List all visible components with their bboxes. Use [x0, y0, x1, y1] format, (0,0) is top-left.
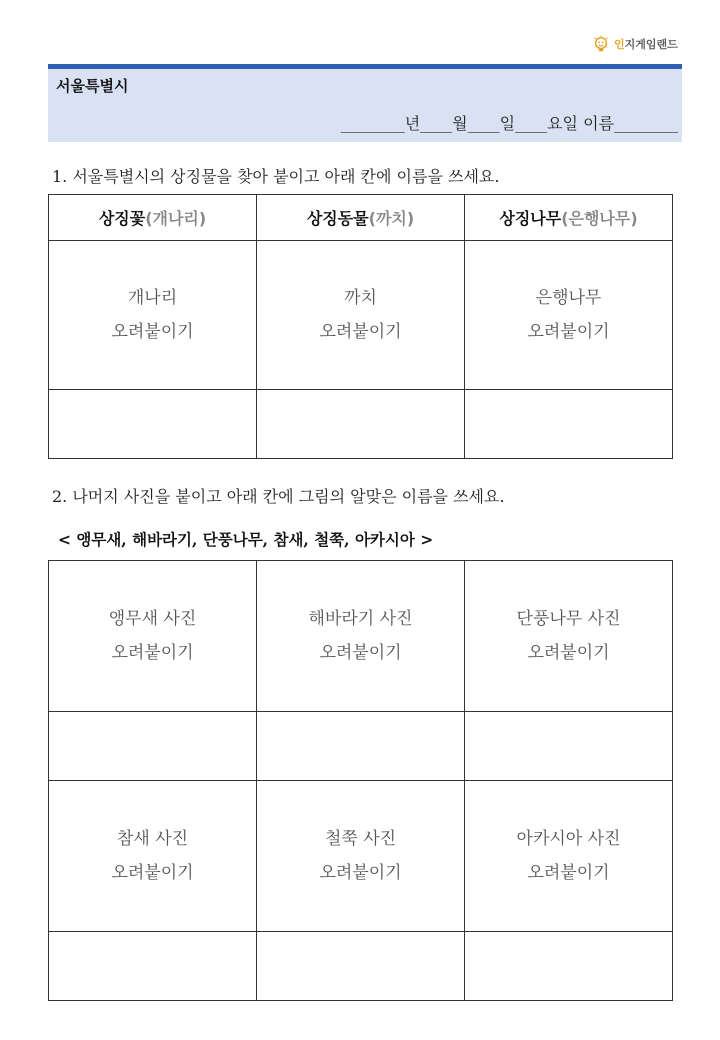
- worksheet-title: 서울특별시: [56, 77, 129, 95]
- worksheet-header: [48, 64, 682, 142]
- photo-box[interactable]: 은행나무 오려붙이기: [465, 241, 673, 390]
- photo-box[interactable]: 개나리 오려붙이기: [49, 241, 257, 390]
- photo-box[interactable]: 아카시아 사진 오려붙이기: [465, 781, 673, 932]
- answer-box[interactable]: [257, 390, 465, 459]
- symbol-table: [48, 194, 673, 459]
- photo-box[interactable]: 참새 사진 오려붙이기: [49, 781, 257, 932]
- photo-box[interactable]: 까치 오려붙이기: [257, 241, 465, 390]
- answer-box[interactable]: [257, 712, 465, 781]
- answer-box[interactable]: [49, 712, 257, 781]
- answer-box[interactable]: [49, 390, 257, 459]
- header-symbol-animal: 상징동물(까치): [257, 195, 465, 241]
- word-list: < 앵무새, 해바라기, 단풍나무, 참새, 철쭉, 아카시아 >: [58, 530, 434, 549]
- lightbulb-icon: [592, 35, 610, 53]
- answer-box[interactable]: [49, 932, 257, 1001]
- header-symbol-flower: 상징꽃(개나리): [49, 195, 257, 241]
- answer-box[interactable]: [465, 390, 673, 459]
- photo-box[interactable]: 단풍나무 사진 오려붙이기: [465, 561, 673, 712]
- brand-name: 인지게임랜드: [614, 38, 678, 51]
- photo-box[interactable]: 철쭉 사진 오려붙이기: [257, 781, 465, 932]
- photo-box[interactable]: 해바라기 사진 오려붙이기: [257, 561, 465, 712]
- question-1: 1. 서울특별시의 상징물을 찾아 붙이고 아래 칸에 이름을 쓰세요.: [52, 167, 500, 186]
- brand-logo: [592, 34, 678, 54]
- photo-box[interactable]: 앵무새 사진 오려붙이기: [49, 561, 257, 712]
- question-2: 2. 나머지 사진을 붙이고 아래 칸에 그림의 알맞은 이름을 쓰세요.: [52, 487, 505, 506]
- answer-box[interactable]: [257, 932, 465, 1001]
- header-symbol-tree: 상징나무(은행나무): [465, 195, 673, 241]
- photo-table: [48, 560, 673, 1001]
- answer-box[interactable]: [465, 932, 673, 1001]
- date-name-line: ________년____월____일____요일 이름________: [340, 114, 678, 133]
- answer-box[interactable]: [465, 712, 673, 781]
